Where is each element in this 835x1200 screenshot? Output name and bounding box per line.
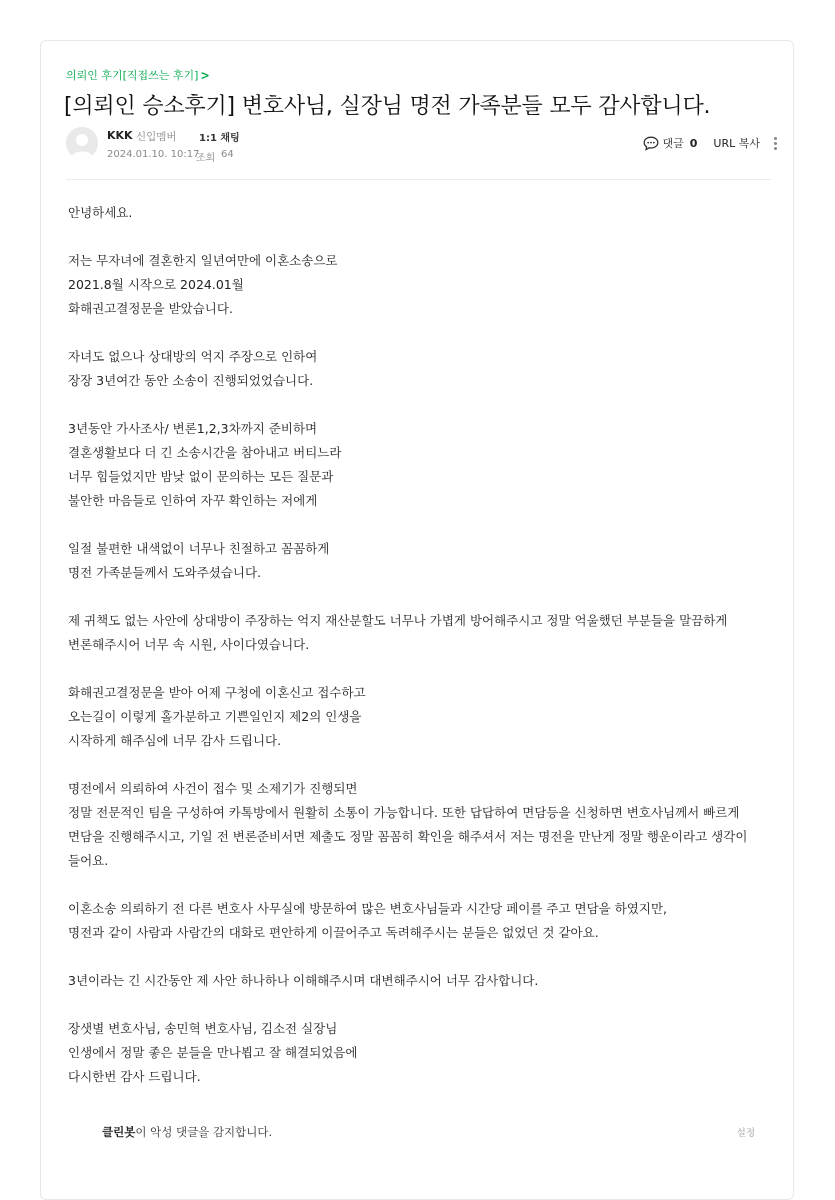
cleanbot-settings-button[interactable]: 설정 <box>736 1128 755 1139</box>
content-line: 오는길이 이렇게 홀가분하고 기쁜일인지 제2의 인생을 <box>68 709 362 724</box>
content-line: 장샛별 변호사님, 송민혁 변호사님, 김소전 실장님 <box>68 1021 338 1036</box>
paragraph-spacer <box>68 873 768 897</box>
cleanbot-notice <box>102 1124 272 1140</box>
comment-count: 0 <box>689 136 698 150</box>
comment-label: 댓글 <box>662 137 684 150</box>
paragraph-spacer <box>68 945 768 969</box>
content-line: 장장 3년여간 동안 소송이 진행되었었습니다. <box>68 373 314 388</box>
content-line: 저는 무자녀에 결혼한지 일년여만에 이혼소송으로 <box>68 253 338 268</box>
paragraph-spacer <box>68 993 768 1017</box>
paragraph-spacer <box>68 513 768 537</box>
board-link[interactable] <box>66 67 210 83</box>
content-line: 명전과 같이 사람과 사람간의 대화로 편안하게 이끌어주고 독려해주시는 분들은 없었던 것 같아요. <box>68 925 599 940</box>
cleanbot-text: 이 악성 댓글을 감지합니다. <box>135 1125 273 1139</box>
content-line: 시작하게 해주심에 너무 감사 드립니다. <box>68 733 282 748</box>
content-line: 다시한번 감사 드립니다. <box>68 1069 201 1084</box>
content-line: 정말 전문적인 팀을 구성하여 카톡방에서 원활히 소통이 가능합니다. 또한 답답하여 면담등을 신청하면 변호사님께서 빠르게 면담을 진행해주시고, 기일 전 변론준비서면 제출도 정말 꼼꼼히 확인을 해주셔서 저는 명전을 만난게 정말 행운이라고 생각이 들어요. <box>68 805 748 868</box>
url-copy-button[interactable]: URL 복사 <box>713 137 760 150</box>
chat-button[interactable]: 1:1 채팅 <box>199 133 240 144</box>
post-date: 2024.01.10. 10:17 <box>107 149 200 160</box>
avatar[interactable] <box>66 127 98 159</box>
comment-bubble-icon <box>643 136 659 151</box>
header-divider <box>66 179 771 180</box>
chevron-right-icon: > <box>200 67 210 83</box>
paragraph-spacer <box>68 753 768 777</box>
content-line: 안녕하세요. <box>68 205 133 220</box>
paragraph-spacer <box>68 393 768 417</box>
paragraph-spacer <box>68 585 768 609</box>
content-line: 3년동안 가사조사/ 변론1,2,3차까지 준비하며 <box>68 421 318 436</box>
more-vertical-icon[interactable] <box>772 137 778 150</box>
content-line: 명전 가족분들께서 도와주셨습니다. <box>68 565 262 580</box>
content-line: 불안한 마음들로 인하여 자꾸 확인하는 저에게 <box>68 493 318 508</box>
post-tools <box>643 135 779 151</box>
comment-button[interactable] <box>643 135 698 151</box>
content-line: 화해권고결정문을 받았습니다. <box>68 301 233 316</box>
post-content <box>68 201 768 1089</box>
default-profile-icon <box>66 127 98 159</box>
content-line: 결혼생활보다 더 긴 소송시간을 참아내고 버티느라 <box>68 445 342 460</box>
content-line: 명전에서 의뢰하여 사건이 접수 및 소제기가 진행되면 <box>68 781 358 796</box>
content-line: 이혼소송 의뢰하기 전 다른 변호사 사무실에 방문하여 많은 변호사님들과 시간당 페이를 주고 면담을 하였지만, <box>68 901 668 916</box>
content-line: 3년이라는 긴 시간동안 제 사안 하나하나 이해해주시며 대변해주시어 너무 감사합니다. <box>68 973 539 988</box>
content-line: 2021.8월 시작으로 2024.01월 <box>68 277 244 292</box>
views-count: 64 <box>221 149 234 160</box>
author-nickname[interactable]: KKK <box>107 129 133 142</box>
content-line: 일절 불편한 내색없이 너무나 친절하고 꼼꼼하게 <box>68 541 330 556</box>
content-line: 제 귀책도 없는 사안에 상대방이 주장하는 억지 재산분할도 너무나 가볍게 방어해주시고 정말 억울했던 부분들을 말끔하게 변론해주시어 너무 속 시원, 사이다였습니다. <box>68 613 728 652</box>
board-link-label: 의뢰인 후기[직접쓰는 후기] <box>66 69 199 82</box>
post-title: [의뢰인 승소후기] 변호사님, 실장님 명전 가족분들 모두 감사합니다. <box>64 94 711 119</box>
author-row <box>66 127 778 167</box>
content-line: 너무 힘들었지만 밤낮 없이 문의하는 모든 질문과 <box>68 469 334 484</box>
paragraph-spacer <box>68 657 768 681</box>
content-line: 인생에서 정말 좋은 분들을 만나뵙고 잘 해결되었음에 <box>68 1045 358 1060</box>
paragraph-spacer <box>68 321 768 345</box>
author-grade: 신입멤버 <box>136 131 177 143</box>
paragraph-spacer <box>68 225 768 249</box>
content-line: 화해권고결정문을 받아 어제 구청에 이혼신고 접수하고 <box>68 685 366 700</box>
views-label: 조회 <box>196 153 216 164</box>
content-line: 자녀도 없으나 상대방의 억지 주장으로 인하여 <box>68 349 318 364</box>
cleanbot-name: 클린봇 <box>102 1125 136 1139</box>
post-card <box>40 40 794 1200</box>
